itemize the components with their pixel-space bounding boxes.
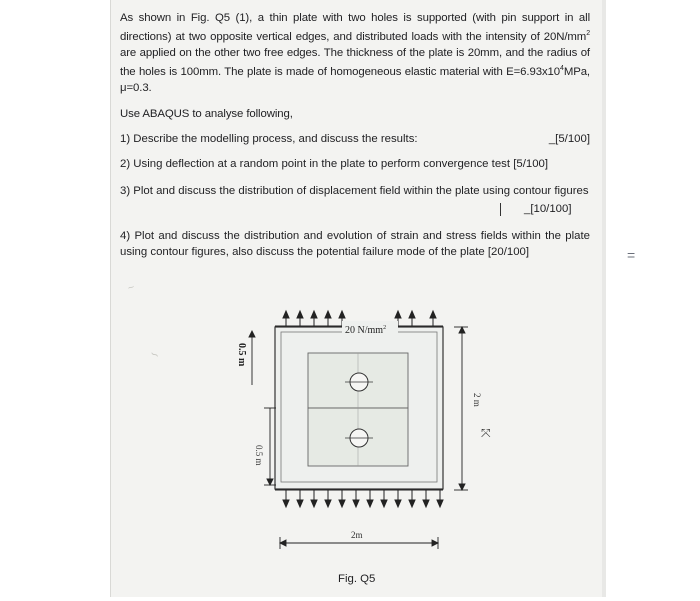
left-dimension-outer-label: 0.5 m — [236, 343, 247, 367]
cursor-pointer-icon: ⤧ — [481, 426, 491, 440]
load-label: 20 $N/mm^2$ — [345, 325, 387, 336]
question-2-text: 2) Using deflection at a random point in the plate to perform convergence test — [120, 158, 511, 170]
question-3-text: 3) Plot and discuss the distribution of displacement field within the plate using contour figures — [120, 185, 589, 197]
question-2-marks: [5/100] — [513, 158, 549, 170]
bottom-dimension-label: 2m — [351, 530, 363, 540]
right-dimension-label: 2 m — [472, 393, 482, 407]
page-edge-shadow — [602, 0, 606, 597]
figure-caption: Fig. Q5 — [338, 573, 376, 585]
question-3 — [120, 183, 590, 199]
question-2 — [120, 156, 590, 172]
question-4-marks: [20/100] — [487, 246, 530, 258]
question-3-marks: _[10/100] — [524, 203, 572, 215]
plate-figure — [228, 305, 508, 570]
text-cursor — [500, 203, 501, 216]
question-1-marks: _[5/100] — [548, 133, 590, 145]
instruction-line: Use ABAQUS to analyse following, — [120, 108, 293, 120]
left-dimension-inner — [264, 408, 276, 485]
side-scribble-mark: = — [627, 247, 636, 263]
left-dimension-outer — [249, 331, 255, 385]
left-dimension-inner-label: 0.5 m — [254, 445, 264, 466]
right-dimension — [454, 327, 468, 490]
question-4 — [120, 228, 590, 260]
bleed-through-mark: ∽ — [147, 347, 162, 363]
problem-statement: As shown in Fig. Q5 (1), a thin plate with two holes is supported (with pin support in all directions) at two opposite vertical edges, and distributed loads with the intensity of $20N/mm^2$ are applied on the other two free edges. The thickness of the plate is 20mm, and the radius of the holes is 100mm. The plate is made of homogeneous elastic material with $E=6.93x10^4MPa$, μ=0.3. — [120, 12, 590, 94]
bleed-through-mark: ~ — [126, 281, 137, 295]
question-1 — [120, 131, 590, 147]
question-4-text: 4) Plot and discuss the distribution and evolution of strain and stress fields within the plate using contour figures, also discuss the potential failure mode of the plate — [120, 230, 590, 258]
question-1-text: 1) Describe the modelling process, and discuss the results: — [120, 133, 418, 145]
bottom-load-arrows — [275, 490, 443, 507]
